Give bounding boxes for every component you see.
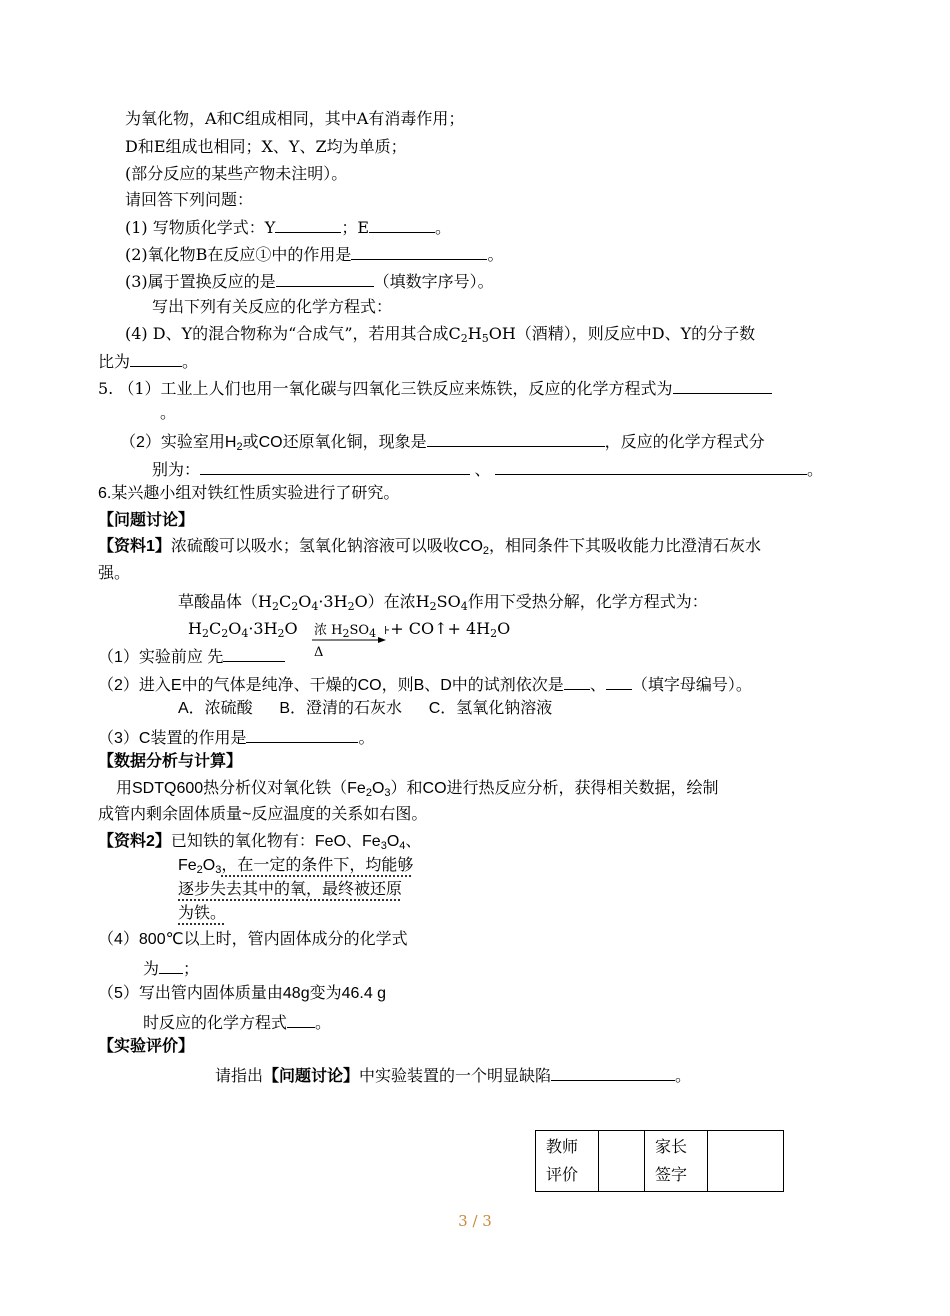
answer-blank-b-role[interactable] — [351, 243, 487, 260]
q4-line-2: D和E组成也相同；X、Y、Z均为单质； — [125, 137, 407, 156]
answer-blank-replacement[interactable] — [276, 270, 374, 287]
q4-line-4: 请回答下列问题： — [125, 190, 254, 209]
q4-part-3: (3)属于置换反应的是 （填数字序号）。 — [125, 272, 494, 291]
q5-part-1: 5. （1）工业上人们也用一氧化碳与四氧化三铁反应来炼铁，反应的化学方程式为 — [98, 377, 772, 399]
equation-left: $H_2C_2O_4\cdot 3H_2O$ — [188, 619, 298, 640]
q6-oxalic-intro: 草酸晶体$(H_2C_2O_4\cdot 3H_2O)$在浓$H_2SO_4$作用下受热分解，化学方程式为： — [178, 592, 708, 613]
q6-heading-evaluation: 【实验评价】 — [98, 1038, 195, 1055]
q6-resource-1: 【资料1】浓硫酸可以吸水；氢氧化钠溶液可以吸收$CO_2$，相同条件下其吸收能力比澄清石灰水 — [98, 538, 762, 557]
q4-line-1: 为氧化物，A和C组成相同，其中A有消毒作用； — [125, 109, 465, 128]
q5-part-1-end: 。 — [160, 403, 177, 422]
q6-data-text-2: 成管内剩余固体质量~反应温度的关系如右图。 — [98, 806, 428, 823]
q6-intro: 6.某兴趣小组对铁红性质实验进行了研究。 — [98, 485, 400, 502]
q6-part-3: （3）C装置的作用是 。 — [98, 726, 374, 749]
answer-blank-y[interactable] — [275, 216, 341, 233]
equation-right: ⊦+ CO↑+ $4H_2O$ — [384, 619, 511, 640]
answer-blank-c-role[interactable] — [246, 726, 358, 743]
page-number: 3 / 3 — [458, 1212, 492, 1230]
q4-part-4: (4) D、Y的混合物称为“合成气”，若用其合成$C_2H_5OH$（酒精），则反应中D、Y的分子数 — [125, 324, 756, 345]
evaluation-signature-table — [535, 1130, 784, 1192]
equation-arrow — [312, 636, 386, 644]
q4-part-4-ratio: 比为 。 — [98, 352, 199, 371]
answer-blank-ratio[interactable] — [130, 350, 182, 367]
teacher-evaluation-box[interactable] — [599, 1131, 645, 1192]
q6-evaluation: 请指出【问题讨论】中实验装置的一个明显缺陷 。 — [215, 1064, 691, 1087]
answer-blank-phenomenon[interactable] — [427, 430, 605, 447]
q6-heading-data: 【数据分析与计算】 — [98, 753, 243, 770]
q6-options: A．浓硫酸 B．澄清的石灰水 C．氢氧化钠溶液 — [178, 700, 553, 717]
answer-blank-first-step[interactable] — [223, 645, 285, 662]
answer-blank-h2-equation[interactable] — [200, 458, 470, 475]
parent-signature-box[interactable] — [708, 1131, 784, 1192]
answer-blank-e[interactable] — [369, 216, 435, 233]
q6-resource-2-line-2: $Fe_2O_3$，在一定的条件下，均能够 — [178, 857, 414, 876]
q6-part-5: （5）写出管内固体质量由48g变为46.4 g — [98, 985, 387, 1002]
q4-line-3: (部分反应的某些产物未注明）。 — [125, 164, 348, 183]
q6-part-5-answer: 时反应的化学方程式 。 — [143, 1011, 331, 1034]
q6-part-1: （1）实验前应 先 — [98, 645, 285, 668]
q4-part-2: (2)氧化物B在反应①中的作用是 。 — [125, 245, 504, 264]
answer-blank-mass-equation[interactable] — [287, 1011, 315, 1028]
equation-heat: Δ — [314, 645, 324, 660]
equation-condition: 浓 $H_2SO_4$ — [314, 623, 377, 640]
q6-resource-2: 【资料2】已知铁的氧化物有：FeO、$Fe_3O_4$、 — [98, 833, 422, 852]
q5-part-2: （2）实验室用$H_2$或CO还原氧化铜，现象是 ，反应的化学方程式分 — [120, 430, 765, 453]
q6-resource-2-line-4: 为铁。 — [178, 905, 227, 922]
q6-part-2: （2）进入E中的气体是纯净、干燥的CO，则B、D中的试剂依次是 、 （填字母编号）。 — [98, 673, 752, 696]
q6-heading-discussion: 【问题讨论】 — [98, 512, 195, 529]
q5-part-2-equations: 别为： 、 。 — [152, 458, 823, 481]
answer-blank-fe3o4-equation[interactable] — [673, 377, 772, 394]
answer-blank-d-reagent[interactable] — [606, 673, 632, 690]
q4-write-equations: 写出下列有关反应的化学方程式： — [152, 297, 393, 316]
answer-blank-solid-formula[interactable] — [159, 957, 183, 974]
parent-signature-label: 家长 签字 — [645, 1131, 708, 1192]
teacher-evaluation-label: 教师 评价 — [536, 1131, 599, 1192]
q6-resource-1-end: 强。 — [98, 565, 131, 582]
q6-resource-2-line-3: 逐步失去其中的氧，最终被还原 — [178, 881, 403, 898]
q6-part-4-answer: 为 ； — [143, 957, 199, 980]
answer-blank-co-equation[interactable] — [495, 458, 807, 475]
answer-blank-defect[interactable] — [551, 1064, 675, 1081]
q6-part-4: （4）800℃以上时，管内固体成分的化学式 — [98, 931, 408, 948]
q6-data-text-1: 用SDTQ600热分析仪对氧化铁$(Fe_2O_3)$和CO进行热反应分析，获得相关数据，绘制 — [116, 780, 719, 799]
answer-blank-b-reagent[interactable] — [564, 673, 590, 690]
q4-part-1: (1) 写物质化学式：Y ；E 。 — [125, 218, 452, 237]
